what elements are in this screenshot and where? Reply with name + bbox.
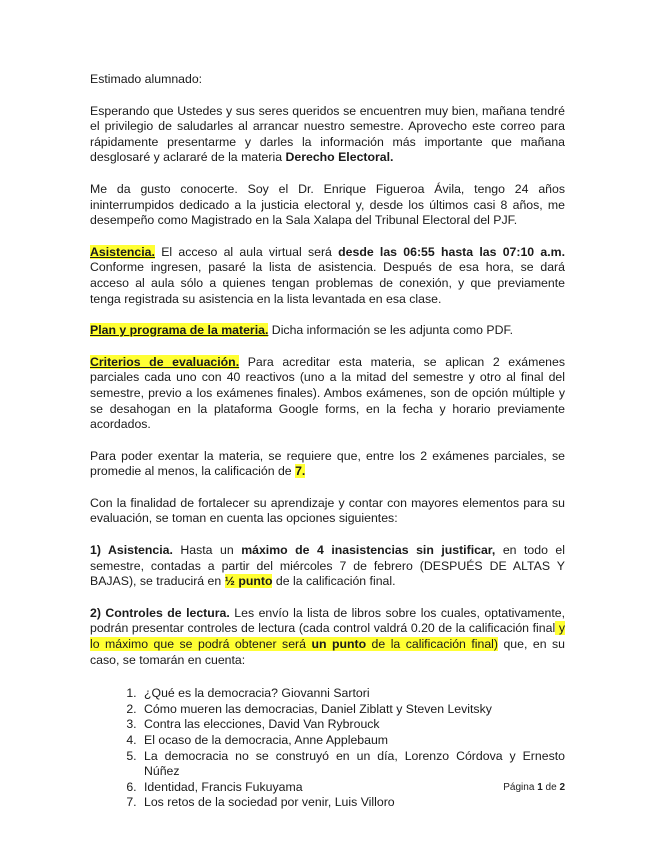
- greeting: Estimado alumnado:: [90, 72, 203, 86]
- list-item: 1. ¿Qué es la democracia? Giovanni Sartori: [140, 686, 565, 702]
- criteria-paragraph: Criterios de evaluación. Para acreditar esta materia, se aplican 2 exámenes parciales cada uno con 40 reactivos (uno a la mitad del semestre y otro al final del semestre, previo a los exámenes finales). Ambos exámenes, son de opción múltiple y se desahogan en la plataforma Google forms, en la fecha y horario previamente acordados.: [90, 354, 566, 432]
- list-item: 6. Identidad, Francis Fukuyama: [140, 780, 565, 796]
- option2-heading: 2) Controles de lectura.: [90, 605, 230, 620]
- attendance-heading: Asistencia.: [90, 244, 155, 259]
- list-item: 7. Los retos de la sociedad por venir, Luis Villoro: [140, 795, 565, 811]
- books-list: [90, 686, 565, 811]
- option1-paragraph: 1) Asistencia. Hasta un máximo de 4 inasistencias sin justificar, en todo el semestre, contadas a partir del miércoles 7 de febrero (DESPUÉS DE ALTAS Y BAJAS), se traducirá en ½ punto de la calificación final.: [90, 543, 565, 589]
- plan-heading: Plan y programa de la materia.: [90, 323, 269, 338]
- attendance-paragraph: Asistencia. El acceso al aula virtual será desde las 06:55 hasta las 07:10 a.m. Conforme ingresen, pasaré la lista de asistencia. Después de esa hora, se dará acceso al aula sólo a quienes tengan problemas de conexión, y que previamente tenga registrada su asistencia en la lista levantada en esa clase.: [90, 244, 566, 306]
- list-item: 5. La democracia no se construyó en un día, Lorenzo Córdova y Ernesto Núñez: [140, 749, 565, 780]
- list-item: 3. Contra las elecciones, David Van Rybrouck: [140, 717, 565, 733]
- option2-paragraph: 2) Controles de lectura. Les envío la lista de libros sobre los cuales, optativamente, podrán presentar controles de lectura (cada control valdrá 0.20 de la calificación final y lo máximo que se podrá obtener será un punto de la calificación final) que, en su caso, se tomarán en cuenta:: [90, 605, 565, 667]
- option1-heading: 1) Asistencia.: [90, 543, 173, 558]
- options-intro-paragraph: Con la finalidad de fortalecer su aprendizaje y contar con mayores elementos para su evaluación, se toman en cuenta las opciones siguientes:: [90, 495, 565, 526]
- list-item: 2. Cómo mueren las democracias, Daniel Ziblatt y Steven Levitsky: [140, 702, 565, 718]
- intro-paragraph: Esperando que Ustedes y sus seres queridos se encuentren muy bien, mañana tendré el privilegio de saludarles al arrancar nuestro semestre. Aprovecho este correo para rápidamente presentarme y darles la información más importante que mañana desglosaré y aclararé de la materia Derecho Electoral.: [90, 103, 565, 165]
- page-number: Página 1 de 2: [503, 782, 565, 793]
- attendance-time: desde las 06:55 hasta las 07:10 a.m.: [338, 244, 566, 259]
- document-body: [90, 72, 565, 811]
- subject-name: Derecho Electoral.: [285, 150, 394, 165]
- exempt-paragraph: Para poder exentar la materia, se requiere que, entre los 2 exámenes parciales, se promedie al menos, la calificación de 7.: [90, 448, 565, 479]
- option2-highlight: y lo máximo que se podrá obtener será un punto de la calificación final): [90, 621, 565, 652]
- list-item: 4. El ocaso de la democracia, Anne Applebaum: [140, 733, 565, 749]
- plan-paragraph: Plan y programa de la materia. Dicha información se les adjunta como PDF.: [90, 323, 514, 338]
- exempt-grade: 7.: [295, 464, 306, 479]
- criteria-heading: Criterios de evaluación.: [90, 354, 240, 369]
- presentation-paragraph: Me da gusto conocerte. Soy el Dr. Enrique Figueroa Ávila, tengo 24 años ininterrumpidos dedicado a la justicia electoral y, desde los últimos casi 8 años, me desempeño como Magistrado en la Sala Xalapa del Tribunal Electoral del PJF.: [90, 181, 565, 228]
- option1-max: máximo de 4 inasistencias sin justificar,: [241, 543, 496, 558]
- option1-points: ½ punto: [224, 574, 273, 589]
